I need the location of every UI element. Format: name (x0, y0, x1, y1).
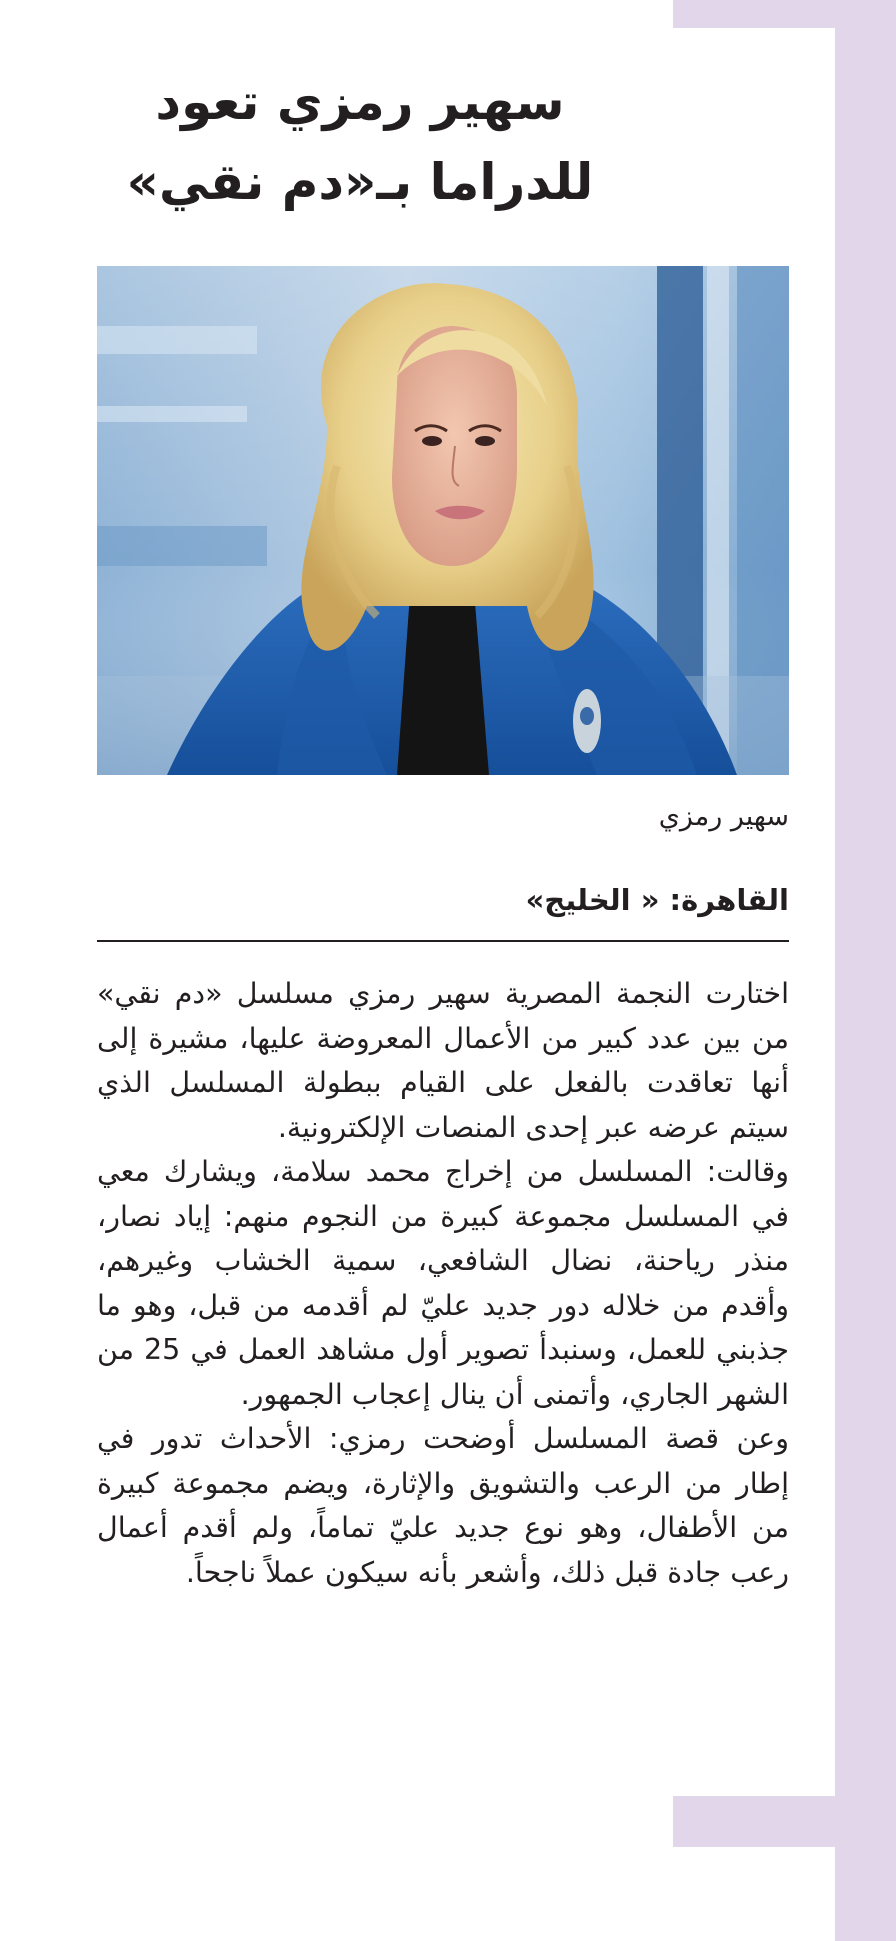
body-paragraph: وقالت: المسلسل من إخراج محمد سلامة، ويشارك معي في المسلسل مجموعة كبيرة من النجوم منهم: إياد نصار، منذر رياحنة، نضال الشافعي، سمية الخشاب وغيرهم، وأقدم من خلاله دور جديد عليّ لم أقدمه من قبل، وهو ما جذبني للعمل، وسنبدأ تصوير أول مشاهد العمل في 25 من الشهر الجاري، وأتمنى أن ينال إعجاب الجمهور. (97, 1155, 789, 1411)
dateline: القاهرة: « الخليج» (525, 883, 789, 917)
headline-line-2: للدراما بـ«دم نقي» (126, 153, 594, 211)
accent-band-right (835, 0, 896, 1941)
article-headline (60, 62, 660, 222)
divider-rule (97, 940, 789, 942)
headline-line-1: سهير رمزي تعود (155, 73, 565, 131)
photo-caption: سهير رمزي (658, 801, 789, 832)
article-photo (97, 266, 789, 775)
body-paragraph: وعن قصة المسلسل أوضحت رمزي: الأحداث تدور في إطار من الرعب والتشويق والإثارة، ويضم مجموعة كبيرة من الأطفال، وهو نوع جديد عليّ تماماً، ولم أقدم أعمال رعب جادة قبل ذلك، وأشعر بأنه سيكون عملاً ناجحاً. (97, 1422, 789, 1589)
article-body (97, 972, 789, 1595)
body-paragraph: اختارت النجمة المصرية سهير رمزي مسلسل «دم نقي» من بين عدد كبير من الأعمال المعروضة عليها، مشيرة إلى أنها تعاقدت بالفعل على القيام ببطولة المسلسل الذي سيتم عرضه عبر إحدى المنصات الإلكترونية. (97, 977, 789, 1144)
accent-band-bottom (673, 1796, 896, 1847)
accent-band-top (673, 0, 896, 28)
